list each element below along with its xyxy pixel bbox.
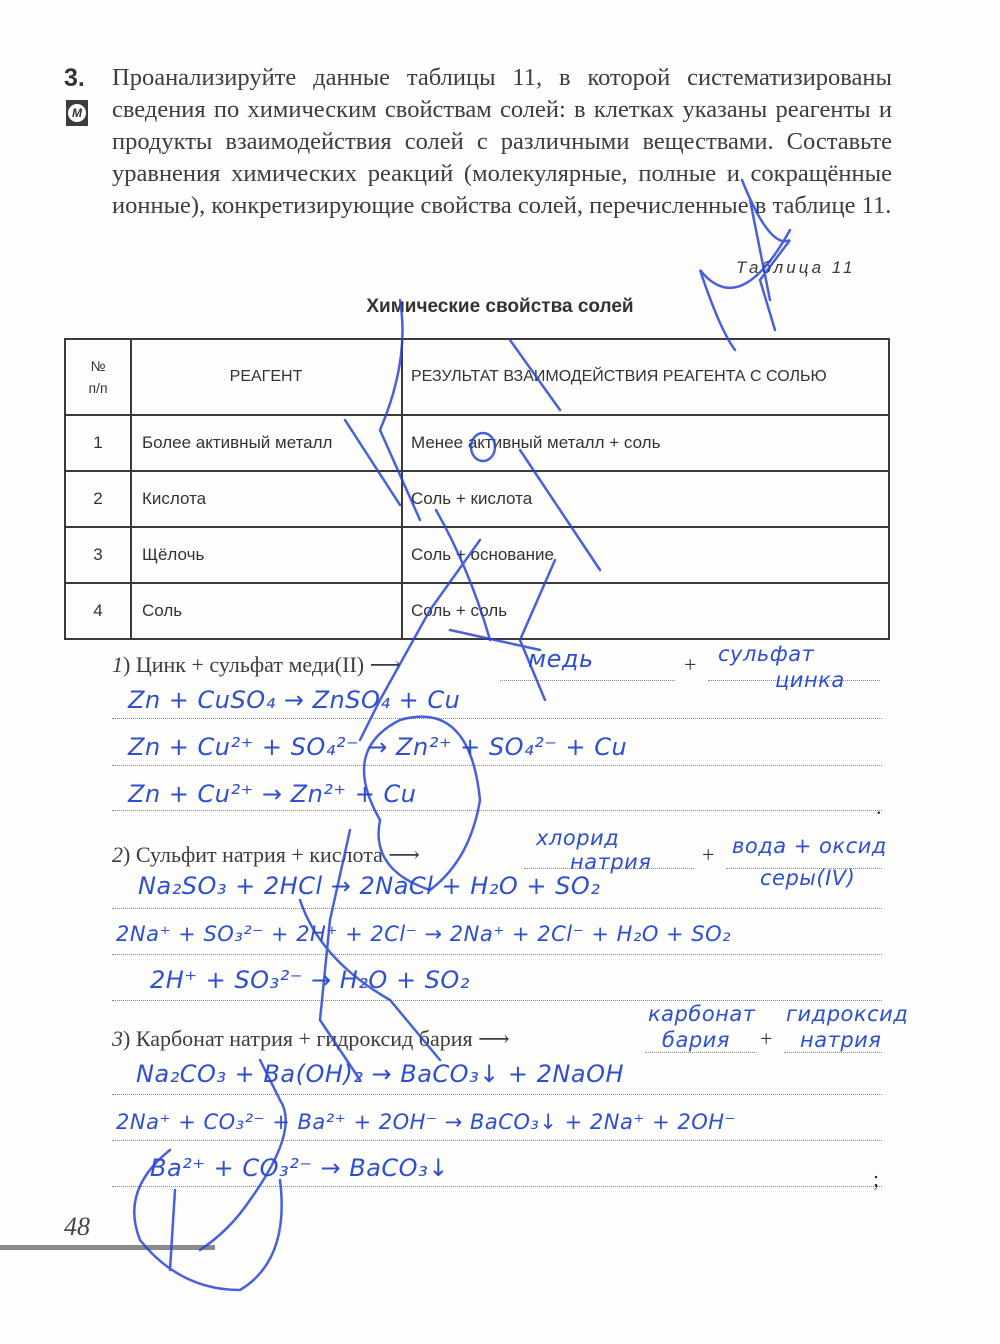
- handwritten-answer: цинка: [775, 668, 845, 692]
- handwritten-equation: 2Na⁺ + SO₃²⁻ + 2H⁺ + 2Cl⁻ → 2Na⁺ + 2Cl⁻ + H₂O + SO₂: [116, 922, 732, 946]
- handwritten-equation: Na₂CO₃ + Ba(OH)₂ → BaCO₃↓ + 2NaOH: [136, 1060, 625, 1088]
- table-row: [65, 415, 889, 471]
- header-result: РЕЗУЛЬТАТ ВЗАИМОДЕЙСТВИЯ РЕАГЕНТА С СОЛЬЮ: [402, 339, 889, 415]
- handwritten-answer: натрия: [570, 850, 652, 874]
- plus-sign: +: [760, 1026, 773, 1051]
- row-reagent: Более активный металл: [131, 415, 402, 471]
- table-caption: Таблица 11: [736, 258, 856, 277]
- row-reagent: Соль: [131, 583, 402, 639]
- task-number: 3.: [64, 64, 85, 92]
- handwritten-answer: медь: [528, 645, 594, 673]
- row-result: Менее активный металл + соль: [402, 415, 889, 471]
- salt-properties-table: [64, 338, 890, 640]
- row-reagent: Щёлочь: [131, 527, 402, 583]
- handwritten-equation: 2H⁺ + SO₃²⁻ → H₂O + SO₂: [150, 966, 470, 994]
- table-row: [65, 471, 889, 527]
- answer-line[interactable]: [112, 1186, 882, 1187]
- exercise-2-prompt: [112, 842, 420, 868]
- plus-sign: +: [702, 842, 715, 867]
- m-badge-letter: М: [68, 104, 86, 122]
- answer-line[interactable]: [112, 1140, 882, 1141]
- row-result: Соль + основание: [402, 527, 889, 583]
- answer-line[interactable]: [112, 1094, 882, 1095]
- handwritten-answer: сульфат: [718, 642, 815, 666]
- handwritten-equation: Zn + CuSO₄ → ZnSO₄ + Cu: [128, 686, 461, 714]
- end-mark: ;: [873, 1166, 880, 1191]
- end-mark: .: [876, 794, 882, 819]
- table-row: [65, 583, 889, 639]
- exercise-1-prompt: [112, 652, 401, 678]
- answer-blank-1a[interactable]: [500, 680, 675, 681]
- exercise-index: 2: [112, 842, 123, 867]
- answer-blank-3b[interactable]: [784, 1052, 882, 1053]
- exercise-prompt-text: ) Цинк + сульфат меди(II) ⟶: [123, 652, 402, 677]
- row-number: 3: [65, 527, 131, 583]
- plus-sign: +: [684, 652, 697, 677]
- handwritten-answer: карбонат: [648, 1002, 756, 1026]
- row-number: 1: [65, 415, 131, 471]
- exercise-index: 3: [112, 1026, 123, 1051]
- handwritten-equation: 2Na⁺ + CO₃²⁻ + Ba²⁺ + 2OH⁻ → BaCO₃↓ + 2Na⁺ + 2OH⁻: [116, 1110, 737, 1134]
- handwritten-answer: серы(IV): [760, 866, 856, 890]
- answer-line[interactable]: [112, 765, 882, 766]
- row-result: Соль + кислота: [402, 471, 889, 527]
- row-reagent: Кислота: [131, 471, 402, 527]
- exercise-prompt-text: ) Сульфит натрия + кислота ⟶: [123, 842, 420, 867]
- header-reagent: РЕАГЕНТ: [131, 339, 402, 415]
- header-number-line1: №: [90, 358, 106, 374]
- task-instructions: [112, 62, 892, 222]
- m-badge-icon: [66, 100, 88, 126]
- page-footer-bar: [0, 1245, 215, 1250]
- row-number: 4: [65, 583, 131, 639]
- table-title: Химические свойства солей: [366, 296, 634, 317]
- header-number-line2: п/п: [88, 380, 108, 396]
- table-header-row: [65, 339, 889, 415]
- row-result: Соль + соль: [402, 583, 889, 639]
- handwritten-equation: Ba²⁺ + CO₃²⁻ → BaCO₃↓: [150, 1154, 449, 1182]
- handwritten-equation: Na₂SO₃ + 2HCl → 2NaCl + H₂O + SO₂: [138, 872, 601, 900]
- handwritten-equation: Zn + Cu²⁺ + SO₄²⁻ → Zn²⁺ + SO₄²⁻ + Cu: [128, 733, 628, 761]
- handwritten-answer: гидроксид: [786, 1002, 909, 1026]
- answer-line[interactable]: [112, 908, 882, 909]
- exercise-prompt-text: ) Карбонат натрия + гидроксид бария ⟶: [123, 1026, 510, 1051]
- table-row: [65, 527, 889, 583]
- task-text: Проанализируйте данные таблицы 11, в которой систематизированы сведения по химическим свойствам солей: в клетках указаны реагенты и продукты взаимодействия солей с различными веществами. Составьте уравнения химических реакций (молекулярные, полные и сокращённые ионные), конкретизирующие свойства солей, перечисленные в таблице 11.: [112, 64, 892, 219]
- header-number: [65, 339, 131, 415]
- exercise-index: 1: [112, 652, 123, 677]
- row-number: 2: [65, 471, 131, 527]
- handwritten-answer: бария: [662, 1028, 730, 1052]
- handwritten-equation: Zn + Cu²⁺ → Zn²⁺ + Cu: [128, 780, 417, 808]
- answer-line[interactable]: [112, 718, 882, 719]
- page-number: 48: [64, 1212, 90, 1241]
- answer-line[interactable]: [112, 954, 882, 955]
- answer-line[interactable]: [112, 810, 882, 811]
- exercise-3-prompt: [112, 1026, 510, 1052]
- answer-line[interactable]: [112, 1000, 882, 1001]
- handwritten-answer: вода + оксид: [732, 834, 887, 858]
- handwritten-answer: натрия: [800, 1028, 882, 1052]
- handwritten-answer: хлорид: [536, 826, 620, 850]
- answer-blank-3a[interactable]: [645, 1052, 755, 1053]
